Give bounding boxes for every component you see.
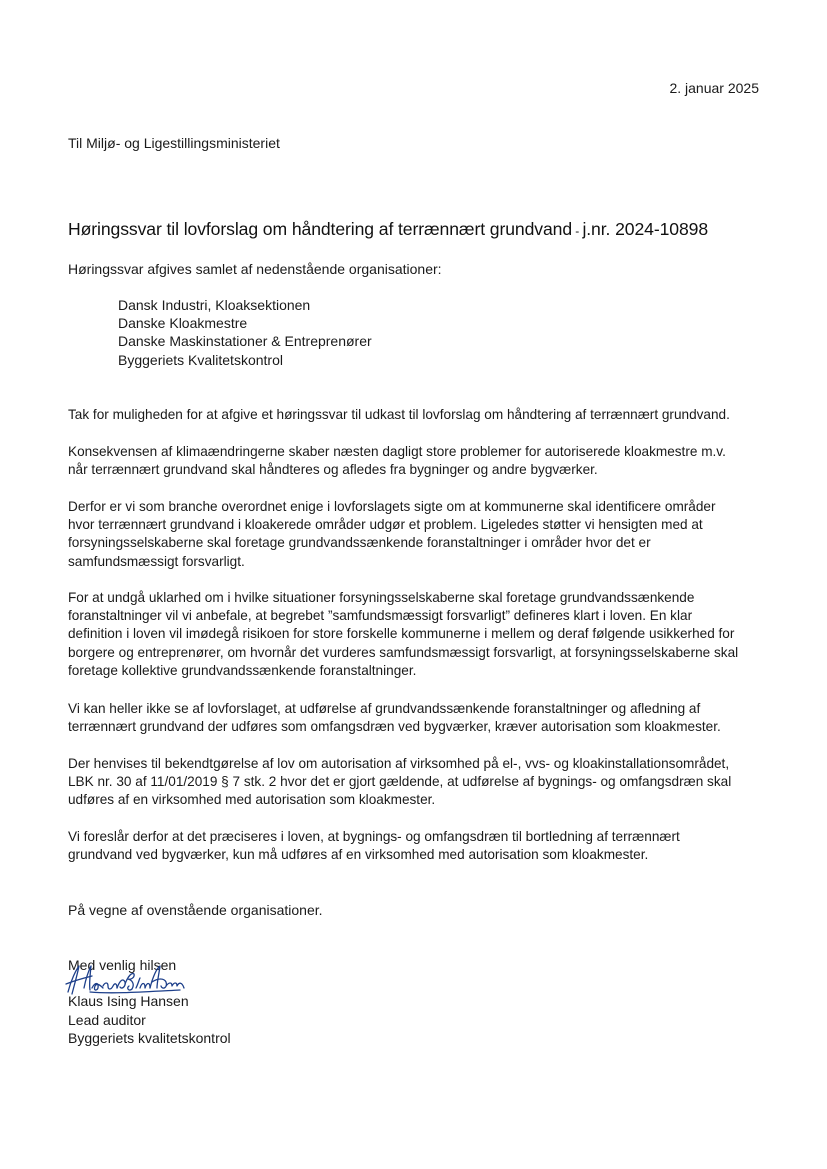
- paragraph-line: LBK nr. 30 af 11/01/2019 § 7 stk. 2 hvor det er gjort gældende, at udførelse af bygnings- og omfangsdræn skal: [68, 774, 732, 790]
- intro-line: Høringssvar afgives samlet af nedenstående organisationer:: [68, 261, 442, 277]
- organisation-item: Danske Maskinstationer & Entreprenører: [118, 333, 372, 350]
- organisation-item: Byggeriets Kvalitetskontrol: [118, 351, 283, 368]
- paragraph-line: Derfor er vi som branche overordnet enige i lovforslagets sigte om at kommunerne skal identificere områder: [68, 499, 716, 514]
- paragraph-line: grundvand ved bygværker, kun må udføres af en virksomhed med autorisation som kloakmester.: [68, 847, 649, 863]
- recipient-line: Til Miljø- og Ligestillingsministeriet: [68, 135, 280, 151]
- paragraph-line: udføres af en virksomhed med autorisation som kloakmester.: [68, 792, 436, 808]
- organisation-list: [118, 296, 372, 369]
- signer-name: Klaus Ising Hansen: [68, 993, 189, 1010]
- paragraph-line: Vi foreslår derfor at det præciseres i loven, at bygnings- og omfangsdræn til bortledning af terrænnært: [68, 829, 680, 844]
- paragraph-line: hvor terrænnært grundvand i kloakerede områder udgør et problem. Ligeledes støtter vi hensigten med at: [68, 517, 703, 533]
- paragraph-line: Tak for muligheden for at afgive et høringssvar til udkast til lovforslag om håndtering af terrænnært grundvand.: [68, 407, 730, 422]
- signer-role: Lead auditor: [68, 1011, 146, 1028]
- paragraph-line: terrænnært grundvand der udføres som omfangsdræn ved bygværker, kræver autorisation som kloakmester.: [68, 719, 721, 735]
- organisation-item: Danske Kloakmestre: [118, 315, 248, 332]
- closing-line: På vegne af ovenstående organisationer.: [68, 902, 323, 918]
- letter-title: [68, 218, 708, 242]
- paragraph-line: Der henvises til bekendtgørelse af lov om autorisation af virksomhed på el-, vvs- og kloakinstallationsområdet,: [68, 756, 730, 771]
- paragraph-line: borgere og entreprenører, om hvornår det vurderes samfundsmæssigt forsvarligt, at forsyningsselskaberne skal: [68, 644, 739, 660]
- paragraph-line: samfundsmæssigt forsvarligt.: [68, 553, 245, 569]
- paragraph-line: foretage kollektive grundvandssænkende foranstaltninger.: [68, 662, 417, 678]
- paragraph-line: når terrænnært grundvand skal håndteres og afledes fra bygninger og andre bygværker.: [68, 462, 598, 478]
- paragraph-line: Konsekvensen af klimaændringerne skaber næsten dagligt store problemer for autoriserede kloakmestre m.v.: [68, 444, 726, 459]
- signer-organisation: Byggeriets kvalitetskontrol: [68, 1029, 231, 1046]
- paragraph-line: definition i loven vil imødegå risikoen for store forskelle kommunerne i mellem og deraf følgende usikkerhed for: [68, 626, 735, 642]
- paragraph-authorisation: [68, 700, 768, 736]
- paragraph-consequence: [68, 443, 768, 479]
- title-separator: -: [572, 224, 583, 238]
- paragraph-reference: [68, 755, 768, 810]
- paragraph-agreement: [68, 498, 768, 571]
- title-main: Høringssvar til lovforslag om håndtering af terrænnært grundvand: [68, 219, 573, 239]
- paragraph-line: forsyningsselskaberne skal foretage grundvandssænkende foranstaltninger i områder hvor det er: [68, 535, 651, 551]
- letter-date: 2. januar 2025: [669, 80, 759, 96]
- handwritten-signature: [62, 958, 188, 1000]
- paragraph-line: For at undgå uklarhed om i hvilke situationer forsyningsselskaberne skal foretage grundvandssænkende: [68, 590, 695, 605]
- organisation-item: Dansk Industri, Kloaksektionen: [118, 297, 311, 313]
- paragraph-line: Vi kan heller ikke se af lovforslaget, at udførelse af grundvandssænkende foranstaltninger og afledning af: [68, 701, 701, 716]
- paragraph-recommendation: [68, 589, 768, 680]
- greeting: Med venlig hilsen: [68, 957, 177, 973]
- paragraph-proposal: [68, 828, 768, 864]
- paragraph-thanks: [68, 406, 768, 424]
- title-reference: j.nr. 2024-10898: [582, 219, 709, 239]
- paragraph-line: foranstaltninger vil vi anbefale, at begrebet ”samfundsmæssigt forsvarligt” defineres klart i loven. En klar: [68, 608, 693, 624]
